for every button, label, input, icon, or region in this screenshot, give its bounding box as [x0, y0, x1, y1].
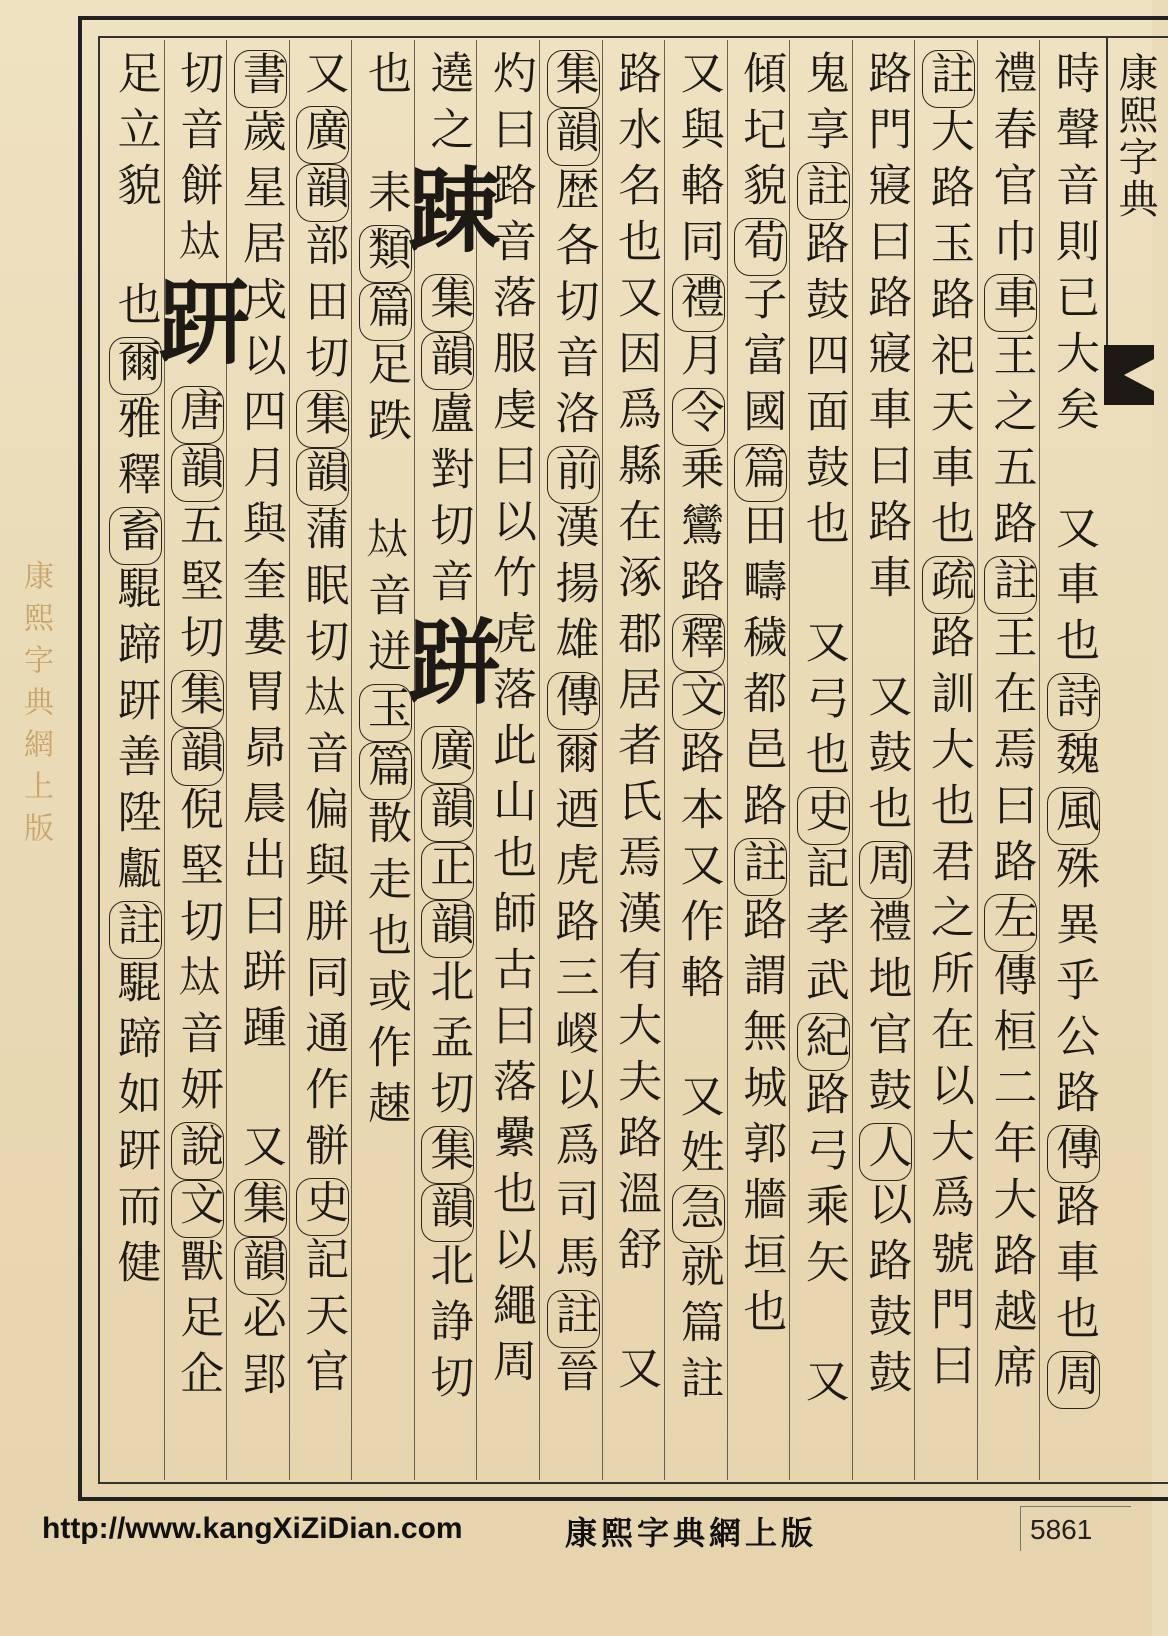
- source-marker: 類: [359, 226, 411, 282]
- source-marker: 註: [547, 1291, 599, 1347]
- text-segment: 以路鼓鼓: [860, 1181, 912, 1405]
- headword: 跰: [393, 614, 502, 726]
- source-marker: 篇: [359, 743, 411, 799]
- text-columns: [102, 40, 1102, 1480]
- source-marker: 文: [672, 673, 724, 729]
- text-segment: 子富國: [735, 276, 787, 444]
- source-marker: 集: [234, 1180, 286, 1236]
- text-segment: 路鼓四面鼓也 又弓也: [797, 220, 849, 787]
- text-segment: 也 耒: [359, 50, 411, 225]
- source-marker: 人: [860, 1124, 912, 1180]
- text-column: [727, 40, 790, 1480]
- text-segment: 就篇註: [672, 1243, 724, 1411]
- text-segment: 倪堅切𡘋音妍: [172, 786, 224, 1122]
- source-marker: 註: [922, 51, 974, 107]
- text-column: [664, 40, 727, 1480]
- text-segment: 路訓大也君之所在以大爲號門曰: [922, 614, 974, 1398]
- text-segment: 足立貌 也: [109, 50, 161, 337]
- source-marker: 紀: [797, 1014, 849, 1070]
- source-marker: 正: [422, 843, 474, 899]
- source-marker: 史: [297, 1179, 349, 1235]
- text-segment: 北諍切: [422, 1242, 474, 1410]
- text-column: [289, 40, 352, 1480]
- text-column: [351, 40, 414, 1480]
- source-marker: 韻: [172, 445, 224, 501]
- text-segment: 禮地官鼓: [860, 899, 912, 1123]
- text-segment: 爾迺虎路三嵕以爲司馬: [547, 730, 599, 1290]
- source-marker: 韻: [422, 785, 474, 841]
- text-segment: 乗鸞路: [672, 446, 724, 614]
- text-segment: 路謂無城郭牆垣也: [735, 896, 787, 1344]
- source-marker: 禮: [672, 275, 724, 331]
- source-marker: 集: [297, 391, 349, 447]
- text-segment: 月: [672, 332, 724, 388]
- text-segment: 獸足企: [172, 1238, 224, 1406]
- source-marker: 周: [1048, 1352, 1099, 1408]
- footer-url-link[interactable]: http://www.kangXiZiDian.com: [42, 1512, 463, 1545]
- source-marker: 急: [672, 1186, 724, 1242]
- text-segment: 記天官: [297, 1236, 349, 1404]
- text-segment: 路車也: [1048, 1183, 1099, 1351]
- text-segment: 蒲眠切𡘋音偏與胼同通作骿: [297, 506, 349, 1178]
- text-segment: 部田切: [297, 222, 349, 390]
- source-marker: 玉: [359, 685, 411, 741]
- source-marker: 集: [422, 1127, 474, 1183]
- text-segment: 王之五路: [985, 332, 1037, 556]
- source-marker: 廣: [297, 107, 349, 163]
- source-marker: 唐: [172, 387, 224, 443]
- source-marker: 書: [234, 51, 286, 107]
- source-marker: 廣: [422, 727, 474, 783]
- footer-title: 康熙字典網上版: [565, 1514, 818, 1552]
- header-title: 康熙字典: [1112, 52, 1158, 220]
- text-segment: 歴各切音洛: [547, 166, 599, 446]
- source-marker: 前: [547, 447, 599, 503]
- headword: 趼: [143, 274, 252, 386]
- text-segment: 鬼享: [797, 50, 849, 162]
- source-marker: 篇: [359, 284, 411, 340]
- text-segment: 歲星居戌以四月與奎婁胃昴晨出曰跰踵 又: [234, 108, 286, 1179]
- text-segment: 路門寢曰路寢車曰路車 又鼓也: [860, 50, 912, 841]
- text-segment: 灼曰路音落服虔曰以竹虎落此山也師古曰落纍也以繩周: [484, 50, 536, 1394]
- fish-tail-ornament: [1104, 345, 1154, 405]
- text-segment: 魏: [1048, 731, 1099, 787]
- source-marker: 左: [985, 895, 1037, 951]
- source-marker: 註: [735, 839, 787, 895]
- source-marker: 傳: [547, 673, 599, 729]
- source-marker: 畜: [109, 508, 161, 564]
- text-segment: 遶之: [422, 50, 474, 162]
- text-column: [852, 40, 915, 1480]
- text-column: [789, 40, 852, 1480]
- source-marker: 說: [172, 1123, 224, 1179]
- page-number: 5861: [1030, 1514, 1093, 1545]
- source-marker: 篇: [735, 445, 787, 501]
- text-segment: 必郢: [234, 1295, 286, 1407]
- source-marker: 文: [172, 1181, 224, 1237]
- text-segment: 雅釋: [109, 395, 161, 507]
- text-column: [1039, 40, 1102, 1480]
- text-column: [977, 40, 1040, 1480]
- text-column: [914, 40, 977, 1480]
- text-column: [393, 40, 502, 1480]
- source-marker: 註: [985, 557, 1037, 613]
- text-segment: 盧對切音: [422, 390, 474, 614]
- text-column: [143, 40, 252, 1480]
- source-marker: 史: [797, 788, 849, 844]
- source-marker: 風: [1048, 788, 1099, 844]
- text-segment: 切音餅𡘋: [172, 50, 224, 274]
- text-segment: 又: [297, 50, 349, 106]
- source-marker: 韻: [547, 109, 599, 165]
- text-segment: 路弓乘矢 又: [797, 1071, 849, 1414]
- text-segment: 足跌 𡘋音迸: [359, 341, 411, 684]
- source-marker: 註: [797, 163, 849, 219]
- source-marker: 韻: [422, 1185, 474, 1241]
- side-watermark: 康熙字典網上版: [18, 560, 53, 854]
- source-marker: 釋: [672, 615, 724, 671]
- source-marker: 傳: [1048, 1126, 1099, 1182]
- text-segment: 傳桓二年大路越席: [985, 952, 1037, 1400]
- text-segment: 晉: [547, 1348, 599, 1404]
- text-segment: 田疇穢都邑路: [735, 502, 787, 838]
- text-column: [102, 40, 164, 1480]
- source-marker: 韻: [172, 729, 224, 785]
- text-segment: 散走也或作趚: [359, 800, 411, 1136]
- text-segment: 殊異乎公路: [1048, 845, 1099, 1125]
- source-marker: 荀: [735, 219, 787, 275]
- text-segment: 路水名也又因爲縣在涿郡居者氏焉漢有大夫路溫舒 又: [610, 50, 662, 1401]
- text-segment: 騉蹄如趼而健: [109, 959, 161, 1295]
- source-marker: 令: [672, 389, 724, 445]
- source-marker: 韻: [297, 449, 349, 505]
- headword: 踈: [393, 162, 502, 274]
- text-segment: 記孝武: [797, 845, 849, 1013]
- source-marker: 註: [109, 902, 161, 958]
- source-marker: 韻: [234, 1238, 286, 1294]
- text-segment: 五堅切: [172, 502, 224, 670]
- text-segment: 大路玉路祀天車也: [922, 108, 974, 556]
- text-column: [602, 40, 665, 1480]
- source-marker: 集: [422, 275, 474, 331]
- source-marker: 韻: [297, 165, 349, 221]
- source-marker: 疏: [922, 557, 974, 613]
- text-segment: 北孟切: [422, 958, 474, 1126]
- source-marker: 爾: [109, 338, 161, 394]
- source-marker: 集: [172, 671, 224, 727]
- text-segment: 傾圮貌: [735, 50, 787, 218]
- text-segment: 騉蹄趼善陞甗: [109, 565, 161, 901]
- text-segment: 路本又作輅 又姓: [672, 730, 724, 1185]
- source-marker: 詩: [1048, 674, 1099, 730]
- text-column: [539, 40, 602, 1480]
- source-marker: 韻: [422, 333, 474, 389]
- source-marker: 車: [985, 275, 1037, 331]
- source-marker: 韻: [422, 901, 474, 957]
- text-column: [226, 40, 289, 1480]
- text-segment: 漢揚雄: [547, 504, 599, 672]
- source-marker: 集: [547, 51, 599, 107]
- text-segment: 王在焉曰路: [985, 614, 1037, 894]
- source-marker: 周: [860, 842, 912, 898]
- text-segment: 禮春官巾: [985, 50, 1037, 274]
- text-segment: 又與輅同: [672, 50, 724, 274]
- text-segment: 時聲音則已大矣 又車也: [1048, 50, 1099, 673]
